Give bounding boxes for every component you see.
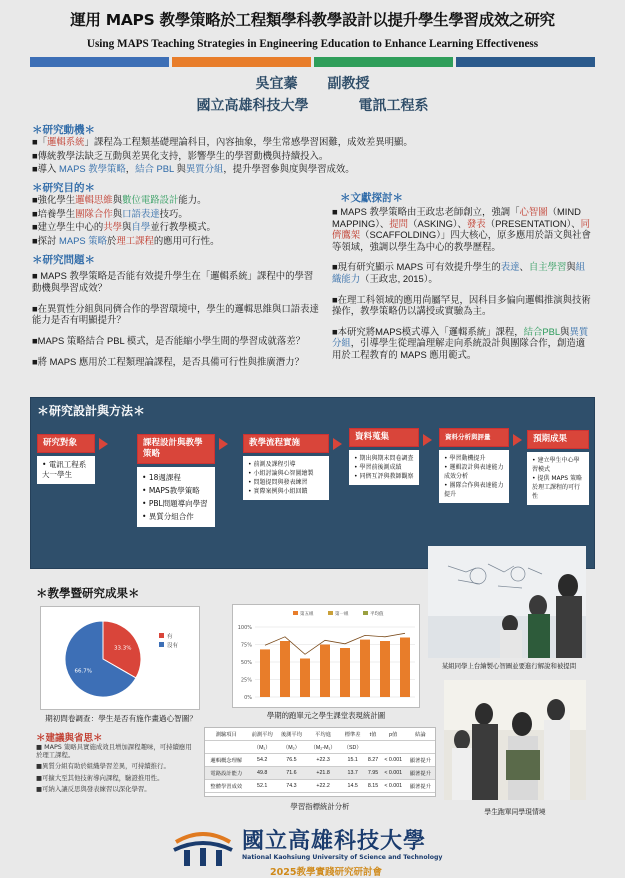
footer-conference: 2025教學實踐研究研討會 [270,867,382,878]
step-item: • 電訊工程系大一學生 [42,460,90,480]
motivation-heading: ＊研究動機＊ [32,124,95,136]
step-item: • 建立學生中心學習模式 [532,456,584,474]
question-item: ■在異質性分組與同儕合作的學習環境中，學生的邏輯思維與口語表達能力是否有明顯提升？ [32,302,319,326]
table-subheader: （SD） [340,741,365,754]
photo-1-caption: 某組同學上台繪製心智圖並要進行解說和被提問 [441,662,577,670]
step-item: • 學習前後測成績 [354,463,414,472]
table-cell: 8.27 [365,754,381,767]
motivation-item: ■傳統教學法缺乏互動與差異化支持，影響學生的學習動機與持續投入。 [32,149,329,161]
poster-title: 運用 MAPS 教學策略於工程類學科教學設計以提升學生學習成效之研究 [70,11,555,29]
color-bars [30,57,595,67]
classroom-photo-2 [444,680,586,800]
bar-legend-swatch [328,611,333,615]
table-cell: +22.2 [306,780,340,793]
step-item: • 問題提問與發表練習 [248,478,324,487]
step-item: • 提供 MAPS 策略於理工課程的可行性 [532,474,584,501]
step-item: • 實際案例與小組回饋 [248,487,324,496]
bar [280,641,290,697]
literature-item: ■在理工科領域的應用尚屬罕見，因科目多偏向邏輯推演與技術操作，教學策略仍以講授或實驗為主。 [332,293,591,317]
arrow-icon [99,438,108,450]
method-step [439,428,509,503]
table-header: p值 [381,728,406,741]
motivation-item: ■「邏輯系統」課程為工程類基礎理論科目，內容抽象，學生常感學習困難，成效差異明顯。 [32,136,413,147]
results-heading: ＊教學暨研究成果＊ [36,586,140,600]
table-header: 前測平均 [248,728,277,741]
stats-table [205,728,435,793]
y-tick-label: 75% [240,642,252,649]
author-title: 副教授 [327,76,370,92]
table-header: 標準差 [340,728,365,741]
table-cell: 顯著提升 [406,754,435,767]
pie-chart-card [40,606,200,710]
question-item: ■MAPS 策略結合 PBL 模式，是否能縮小學生間的學習成就落差？ [32,335,306,347]
table-subheader: （M₂-M₁） [306,741,340,754]
table-subheader [365,741,381,754]
table-cell: 邏輯概念理解 [205,754,248,767]
step-title: 資料蒐集 [349,428,419,447]
bar-legend-swatch [293,611,298,615]
method-step [243,434,329,500]
step-item: • 團隊合作與表達能力提升 [444,481,504,499]
table-cell: 71.6 [277,767,306,780]
literature-text [332,206,594,363]
pie-data-label: 66.7% [74,668,93,675]
university-logo-icon [170,828,236,868]
literature-item: ■本研究將MAPS模式導入「邏輯系統」課程，結合PBL與異質分組，引導學生從理論理解走向系統設計與團隊合作，創造適用於工程教育的 MAPS 應用範式。 [332,325,589,360]
table-cell: 14.5 [340,780,365,793]
table-cell: 8.15 [365,780,381,793]
author-name: 吳宜蓁 [255,76,298,92]
author-block [0,73,625,117]
literature-item: ■現有研究顯示 MAPS 可有效提升學生的表達、自主學習與組織能力（王政忠, 2015）。 [332,261,586,284]
questions-text [32,270,322,370]
y-tick-label: 25% [240,677,252,684]
bar-legend-swatch [363,611,368,615]
step-title: 資料分析與評量 [439,428,509,447]
y-tick-label: 100% [237,625,252,631]
table-cell: 顯著提升 [406,767,435,780]
bar-caption: 學期的跑單元之學生課堂表現統計圖 [266,711,386,720]
pie-legend-label: 有 [167,634,173,640]
bar [340,648,350,697]
bar-legend-label: 第一組 [335,612,349,617]
motivation-item: ■導入 MAPS 教學策略，結合 PBL 與異質分組，提升學習參與度與學習成效。 [32,163,355,175]
bar [300,659,310,698]
table-cell: 49.8 [248,767,277,780]
objective-item: ■培養學生團隊合作與口語表達技巧。 [32,207,188,219]
color-bar-green [314,57,453,67]
literature-item: ■ MAPS 教學策略由王政忠老師創立，強調「心智圖（MIND MAPPING）、提問（ASKING）、發表（PRESENTATION）、同儕鷹架（SCAFFOLDING）」四大核心，原多應用於語文與社會等領域，強調以學生為中心的教學歷程。 [332,206,591,252]
table-cell: +22.3 [306,754,340,767]
table-cell: 電路設計能力 [205,767,248,780]
bar [400,638,410,698]
pie-caption: 期初問卷調查：學生是否有施作畫過心智圖？ [45,714,197,723]
step-item: • 小組討論與心智圖繪製 [248,469,324,478]
step-item: • 18週課程 [142,471,210,484]
method-heading: ＊研究設計與方法＊ [37,404,146,418]
table-subheader [205,741,248,754]
table-row [205,767,435,780]
question-item: ■將 MAPS 應用於工程類理論課程，是否具備可行性與推廣潛力？ [32,355,304,367]
photo-2-caption: 學生跑單同學現情境 [484,808,546,816]
author-university: 國立高雄科技大學 [196,98,309,114]
arrow-icon [513,434,522,446]
literature-heading: ＊文獻探討＊ [340,192,403,204]
y-tick-label: 0% [244,695,252,701]
bar [360,640,370,697]
bar-chart [233,605,421,709]
table-subheader: （M₂） [277,741,306,754]
table-cell: < 0.001 [381,754,406,767]
pie-legend-swatch [159,633,164,638]
table-cell: 顯著提升 [406,780,435,793]
step-item: • MAPS教學策略 [142,484,210,497]
bar [380,641,390,697]
table-cell: 13.7 [340,767,365,780]
table-cell: +21.8 [306,767,340,780]
pie-legend-label: 沒有 [167,643,179,649]
objectives-text [32,194,322,248]
suggestion-item: ■可擴大至其他技術導向課程，驗證推用性。 [36,773,164,782]
table-subheader [406,741,435,754]
table-cell: 54.2 [248,754,277,767]
table-cell: 7.95 [365,767,381,780]
bar [320,645,330,698]
suggestions-heading: ＊建議與省思＊ [36,733,103,744]
table-header: 後測平均 [277,728,306,741]
stats-table-card [204,727,436,797]
objective-item: ■建立學生中心的共學與自學並行教學模式。 [32,221,216,233]
method-panel [30,397,595,569]
pie-legend-swatch [159,642,164,647]
table-subheader [381,741,406,754]
table-cell: 74.3 [277,780,306,793]
objective-item: ■強化學生邏輯思維與數位電路設計能力。 [32,194,207,205]
footer-university-zh: 國立高雄科技大學 [242,829,427,854]
footer-university-en: National Kaohsiung University of Science and Technology [242,854,443,861]
footer [0,818,625,878]
objectives-heading: ＊研究目的＊ [32,182,95,194]
color-bar-orange [172,57,311,67]
table-header: t值 [365,728,381,741]
step-title: 課程設計與教學策略 [137,434,215,464]
bar-legend-label: 平均值 [370,612,384,617]
step-item: • PBL問題導向學習 [142,497,210,510]
classroom-photo-1-image [428,546,586,658]
table-cell: < 0.001 [381,767,406,780]
method-step [527,430,589,505]
author-department: 電訊工程系 [358,98,429,114]
color-bar-blue [30,57,169,67]
table-cell: 76.5 [277,754,306,767]
classroom-photo-2-image [444,680,586,800]
table-cell: < 0.001 [381,780,406,793]
table-header-row [205,728,435,741]
table-row [205,754,435,767]
table-cell: 15.1 [340,754,365,767]
step-title: 教學流程實施 [243,434,329,453]
arrow-icon [423,434,432,446]
table-subheader: （M₁） [248,741,277,754]
step-title: 研究對象 [37,434,95,453]
table-header: 結論 [406,728,435,741]
poster-subtitle: Using MAPS Teaching Strategies in Engineering Education to Enhance Learning Effectiveness [86,38,539,50]
table-caption: 學習指標統計分析 [290,802,350,811]
step-title: 預期成果 [527,430,589,449]
suggestion-item: ■ MAPS 策略具實施成效且增加課程趣味，可持續應用於理工課程。 [36,743,192,760]
table-header: 測驗項目 [205,728,248,741]
step-item: • 前測及課程引導 [248,460,324,469]
table-subheader-row [205,741,435,754]
motivation-text [32,136,592,177]
suggestions-text [36,743,198,796]
table-row [205,780,435,793]
bar-legend-label: 第五組 [300,612,314,617]
method-step [349,428,419,485]
table-cell: 52.1 [248,780,277,793]
table-cell: 整體學習成效 [205,780,248,793]
step-item: • 學習動機提升 [444,454,504,463]
objective-item: ■探討 MAPS 策略於理工課程的應用可行性。 [32,234,220,246]
suggestion-item: ■異質分組有助於組織學習差異，可持續推行。 [36,762,170,771]
pie-chart [41,607,201,711]
suggestion-item: ■可納入讓反思與發表練習以深化學習。 [36,784,151,793]
step-item: • 期出與期末問卷調查 [354,454,414,463]
question-item: ■ MAPS 教學策略是否能有效提升學生在「邏輯系統」課程中的學習動機與學習成效？ [32,270,314,293]
bar [260,649,270,697]
step-item: • 同儕互評與教師觀察 [354,472,414,481]
bar-chart-card [232,604,420,708]
arrow-icon [333,438,342,450]
pie-data-label: 33.3% [113,645,132,652]
y-tick-label: 50% [240,660,252,666]
method-step [37,434,95,484]
step-item: • 邏輯設計與表達能力成效分析 [444,463,504,481]
questions-heading: ＊研究問題＊ [32,254,95,266]
method-step [137,434,215,527]
classroom-photo-1 [428,546,586,658]
color-bar-navy [456,57,595,67]
table-header: 平均進 [306,728,340,741]
arrow-icon [219,438,228,450]
step-item: • 異質分組合作 [142,510,210,523]
